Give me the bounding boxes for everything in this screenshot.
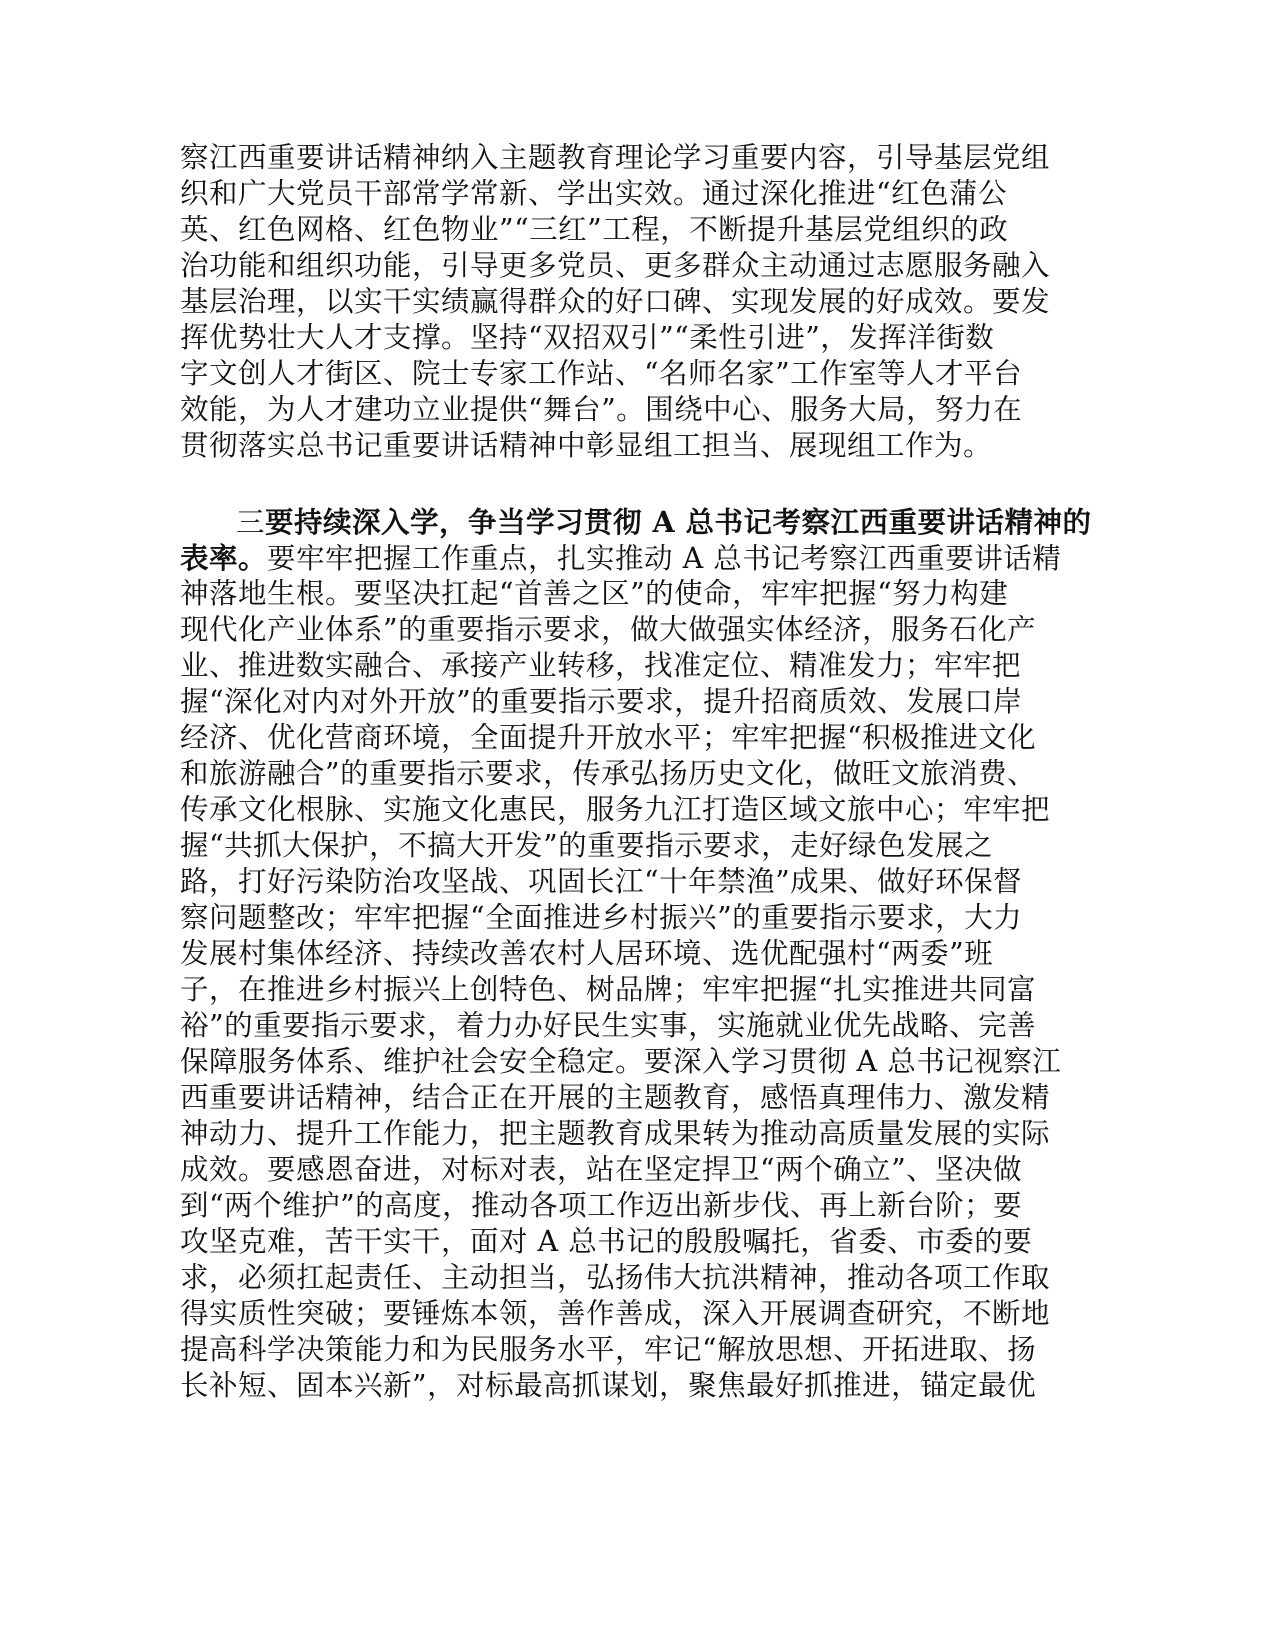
paragraph-2-heading-line-2 — [180, 540, 1060, 576]
paragraph-2-line: 保障服务体系、维护社会安全稳定。要深入学习贯彻 A 总书记视察江 — [180, 1045, 1062, 1078]
paragraph-1-line: 效能，为人才建功立业提供“舞台”。围绕中心、服务大局，努力在 — [180, 393, 1023, 426]
paragraph-2-line: 得实质性突破；要锤炼本领，善作善成，深入开展调查研究，不断地 — [180, 1297, 1051, 1330]
paragraph-2-line: 发展村集体经济、持续改善农村人居环境、选优配强村“两委”班 — [180, 937, 994, 970]
paragraph-2-line: 和旅游融合”的重要指示要求，传承弘扬历史文化，做旺文旅消费、 — [180, 757, 1037, 790]
paragraph-1-line: 织和广大党员干部常学常新、学出实效。通过深化推进“红色蒲公 — [180, 177, 1008, 210]
paragraph-2-line: 现代化产业体系”的重要指示要求，做大做强实体经济，服务石化产 — [180, 613, 1037, 646]
paragraph-2-line: 业、推进数实融合、承接产业转移，找准定位、精准发力；牢牢把 — [180, 649, 1022, 682]
paragraph-spacer — [180, 464, 1060, 504]
paragraph-2-line: 西重要讲话精神，结合正在开展的主题教育，感悟真理伟力、激发精 — [180, 1081, 1051, 1114]
paragraph-1-line: 贯彻落实总书记重要讲话精神中彰显组工担当、展现组工作为。 — [180, 429, 993, 462]
document-page — [180, 140, 1092, 1404]
paragraph-2-line: 经济、优化营商环境，全面提升开放水平；牢牢把握“积极推进文化 — [180, 721, 1037, 754]
paragraph-2-line: 传承文化根脉、实施文化惠民，服务九江打造区域文旅中心；牢牢把 — [180, 793, 1051, 826]
paragraph-2-line: 神动力、提升工作能力，把主题教育成果转为推动高质量发展的实际 — [180, 1117, 1051, 1150]
paragraph-2-line: 察问题整改；牢牢把握“全面推进乡村振兴”的重要指示要求，大力 — [180, 901, 1023, 934]
paragraph-2-line: 握“深化对内对外开放”的重要指示要求，提升招商质效、发展口岸 — [180, 685, 1023, 718]
paragraph-2-line: 裕”的重要指示要求，着力办好民生实事，实施就业优先战略、完善 — [180, 1009, 1037, 1042]
paragraph-2-bold-heading: 要持续深入学，争当学习贯彻 A 总书记考察江西重要讲话精神的 — [265, 505, 1092, 539]
paragraph-1-line: 察江西重要讲话精神纳入主题教育理论学习重要内容，引导基层党组 — [180, 141, 1051, 174]
paragraph-2-line: 成效。要感恩奋进，对标对表，站在坚定捍卫“两个确立”、坚决做 — [180, 1153, 1023, 1186]
paragraph-2-bold-heading-end: 表率。 — [180, 541, 268, 575]
paragraph-2-line: 路，打好污染防治攻坚战、巩固长江“十年禁渔”成果、做好环保督 — [180, 865, 1023, 898]
paragraph-2-heading-line — [180, 504, 1092, 540]
paragraph-2-line: 提高科学决策能力和为民服务水平，牢记“解放思想、开拓进取、扬 — [180, 1333, 1037, 1366]
paragraph-2-body-start: 要牢牢把握工作重点，扎实推动 A 总书记考察江西重要讲话精 — [267, 542, 1062, 575]
paragraph-1 — [180, 140, 1060, 464]
paragraph-1-line: 英、红色网格、红色物业”“三红”工程，不断提升基层党组织的政 — [180, 213, 1009, 246]
paragraph-2-lead-char: 三 — [236, 506, 266, 539]
paragraph-2-line: 神落地生根。要坚决扛起“首善之区”的使命，牢牢把握“努力构建 — [180, 577, 1009, 610]
paragraph-1-line: 字文创人才街区、院士专家工作站、“名师名家”工作室等人才平台 — [180, 357, 1023, 390]
paragraph-2-line: 求，必须扛起责任、主动担当，弘扬伟大抗洪精神，推动各项工作取 — [180, 1261, 1051, 1294]
paragraph-2-line: 到“两个维护”的高度，推动各项工作迈出新步伐、再上新台阶；要 — [180, 1189, 1023, 1222]
paragraph-2-line: 长补短、固本兴新”，对标最高抓谋划，聚焦最好抓推进，锚定最优 — [180, 1369, 1037, 1402]
paragraph-1-line: 挥优势壮大人才支撑。坚持“双招双引”“柔性引进”，发挥洋街数 — [180, 321, 995, 354]
paragraph-2-line: 子，在推进乡村振兴上创特色、树品牌；牢牢把握“扎实推进共同富 — [180, 973, 1037, 1006]
paragraph-1-line: 治功能和组织功能，引导更多党员、更多群众主动通过志愿服务融入 — [180, 249, 1051, 282]
paragraph-1-line: 基层治理，以实干实绩赢得群众的好口碑、实现发展的好成效。要发 — [180, 285, 1051, 318]
paragraph-2-line: 握“共抓大保护，不搞大开发”的重要指示要求，走好绿色发展之 — [180, 829, 994, 862]
paragraph-2 — [180, 504, 1092, 1404]
paragraph-2-line: 攻坚克难，苦干实干，面对 A 总书记的殷殷嘱托，省委、市委的要 — [180, 1225, 1033, 1258]
